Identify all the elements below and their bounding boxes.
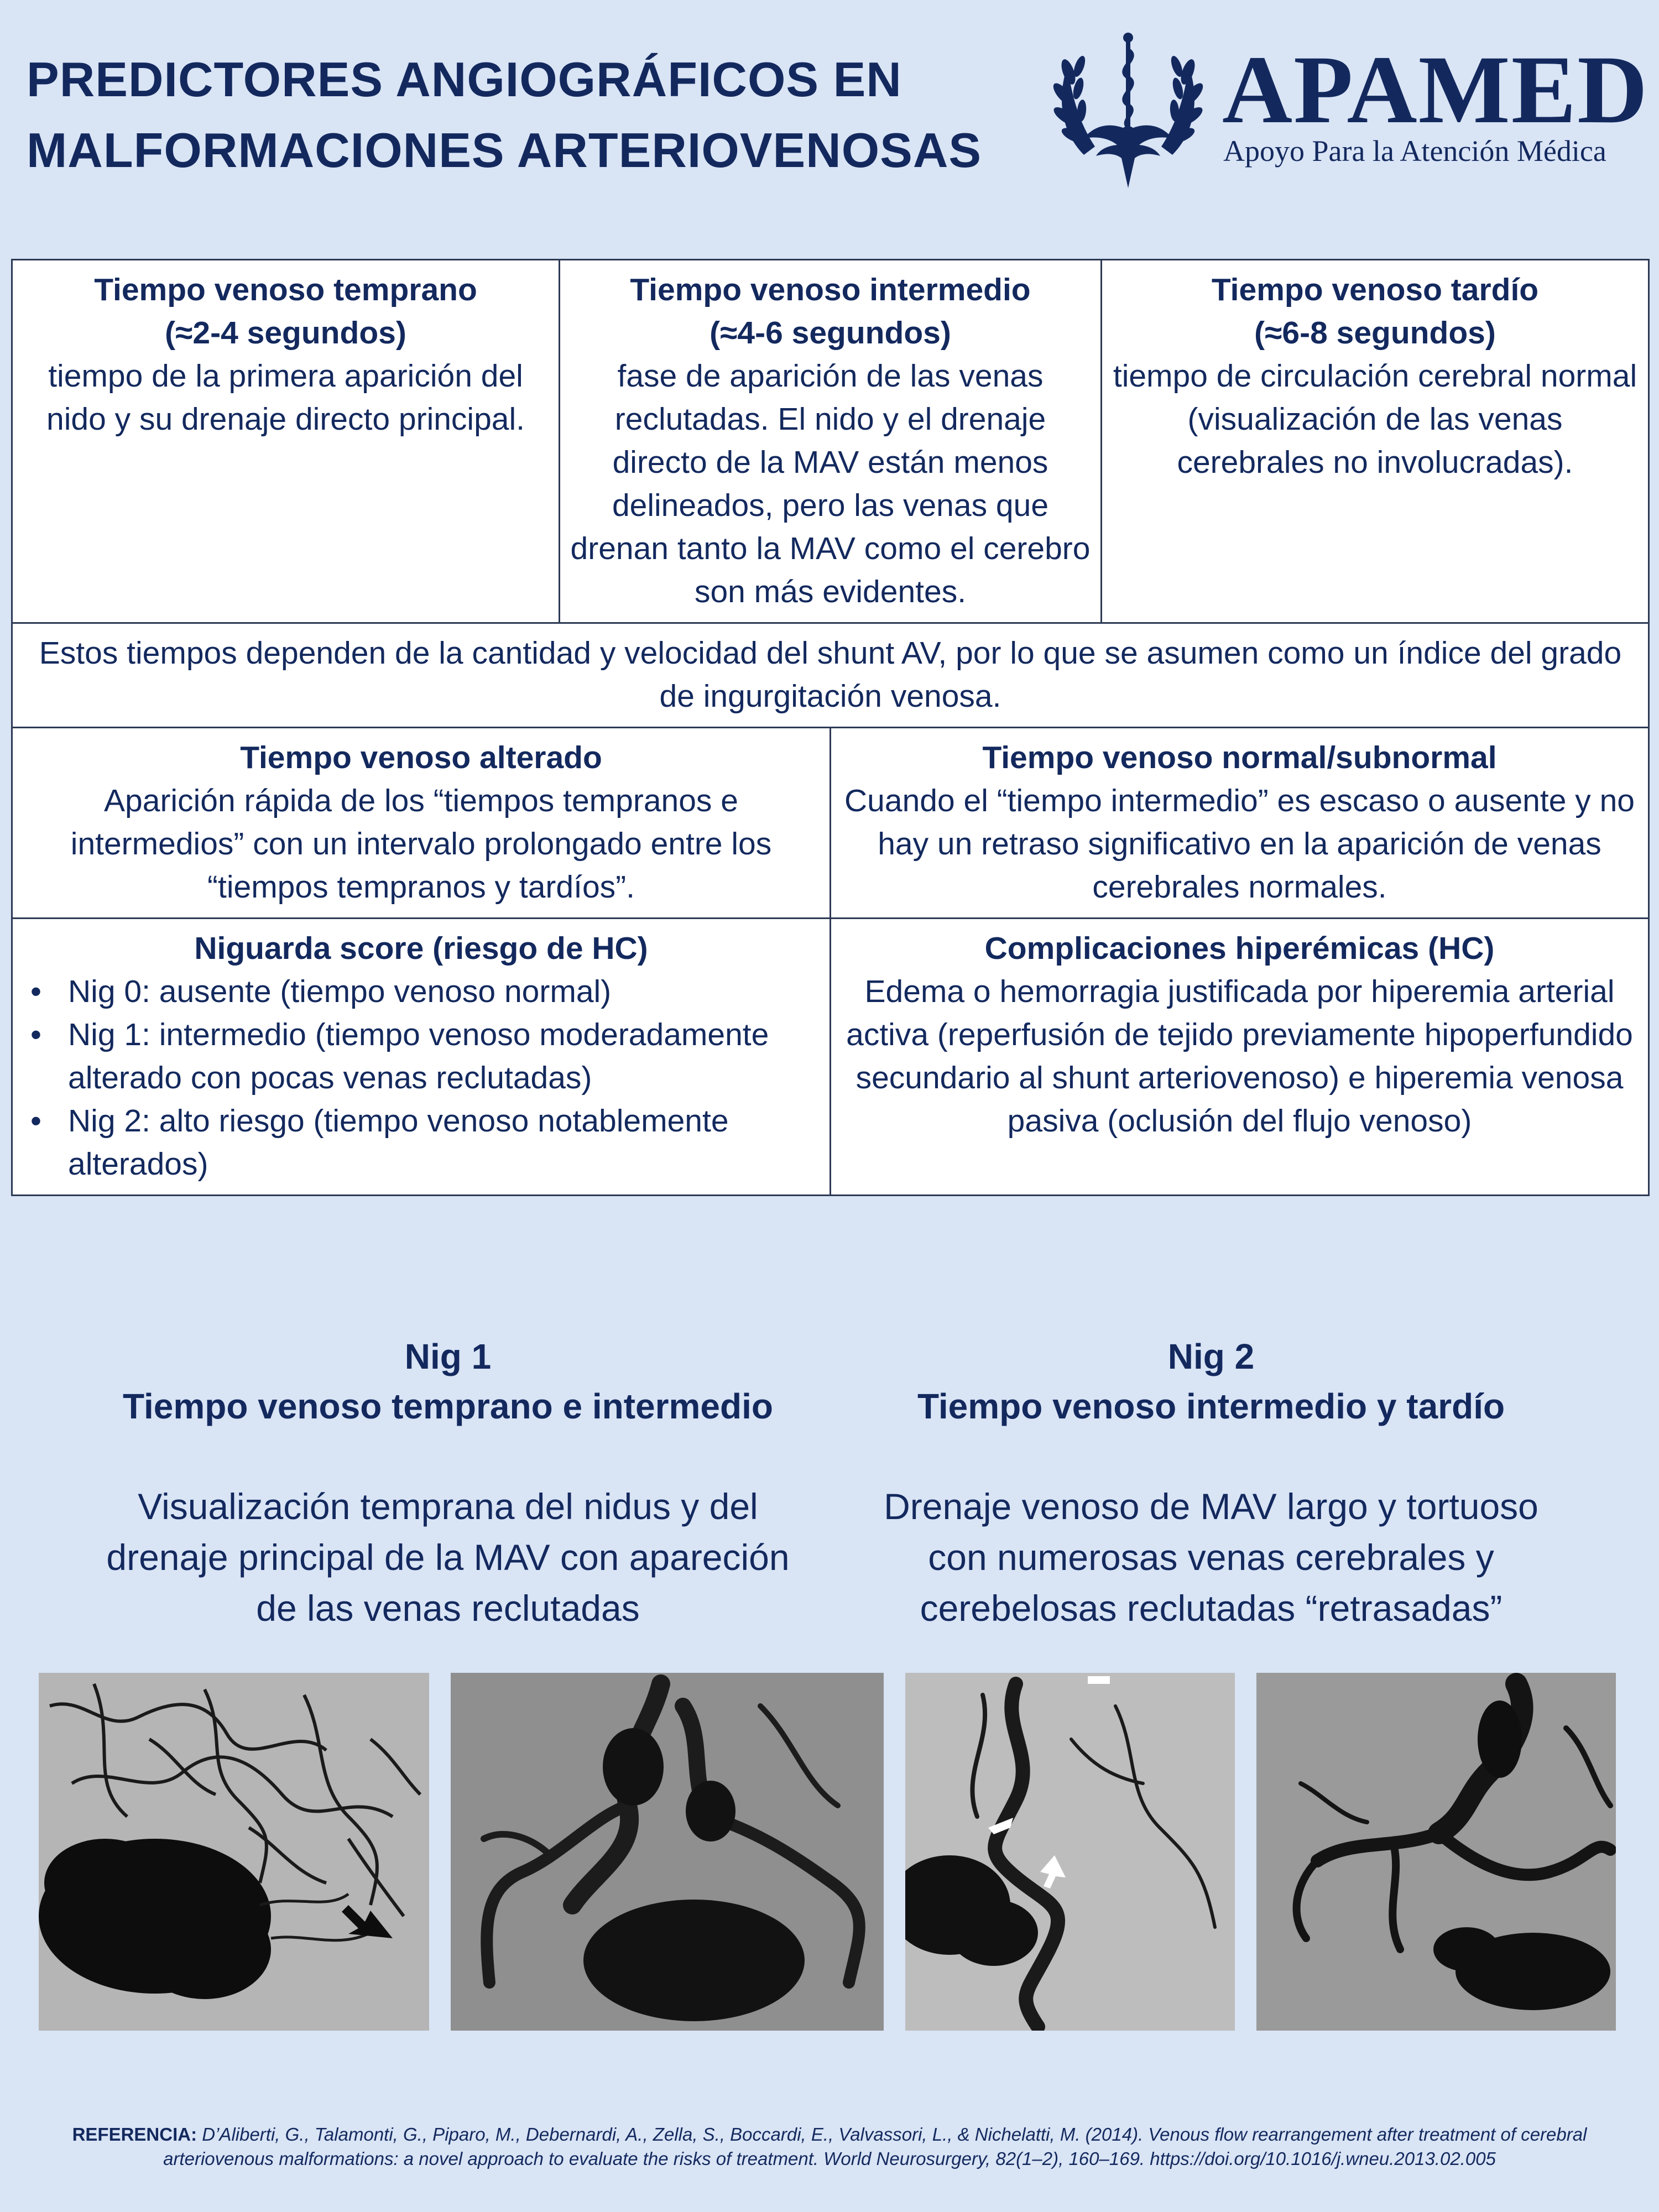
cell-niguarda-score [12,919,831,1196]
cell-text: Estos tiempos dependen de la cantidad y velocidad del shunt AV, por lo que se asumen como un índice del grado de ingurgitación venosa. [39,635,1622,714]
logo-tagline: Apoyo Para la Atención Médica [1223,134,1606,168]
table-row-score-complications [12,919,1649,1196]
cell-text: tiempo de circulación cerebral normal (visualización de las venas cerebrales no involucradas). [1113,358,1637,480]
cell-title: Tiempo venoso temprano [94,272,477,307]
cell-subtitle: (≈6-8 segundos) [1254,315,1496,351]
reference-text: D’Aliberti, G., Talamonti, G., Piparo, M., Debernardi, A., Zella, S., Boccardi, E., Valvassori, L., & Nichelatti, M. (2014). Venous flow rearrangement after treatment of cerebral arteriovenous malformations: a novel approach to evaluate the risks of treatment. World Neurosurgery, 82(1–2), 160–169. https://doi.org/10.1016/j.wneu.2013.02.005 [163,2124,1587,2169]
list-item: • Nig 0: ausente (tiempo venoso normal) [23,970,820,1013]
list-item: • Nig 2: alto riesgo (tiempo venoso notablemente alterados) [23,1099,820,1186]
cell-text: Aparición rápida de los “tiempos tempranos e intermedios” con un intervalo prolongado entre los “tiempos tempranos y tardíos”. [70,783,772,905]
reference-label: REFERENCIA: [72,2124,197,2145]
table-row-phases [12,260,1649,623]
angiogram-image-nig2-a [905,1673,1235,2031]
table-row-altered-normal [12,728,1649,919]
cell-text: Cuando el “tiempo intermedio” es escaso o ausente y no hay un retraso significativo en la aparición de venas cerebrales normales. [844,783,1635,905]
angiogram-image-nig2-b [1256,1673,1616,2031]
cell-text: Edema o hemorragia justificada por hiperemia arterial activa (reperfusión de tejido previamente hipoperfundido secundario al shunt arteriovenoso) e hiperemia venosa pasiva (oclusión del flujo venoso) [846,974,1633,1139]
niguarda-list [23,970,820,1186]
cell-title: Tiempo venoso alterado [240,740,602,775]
info-table [11,259,1650,1196]
page-title-line2: MALFORMACIONES ARTERIOVENOSAS [27,123,982,178]
cell-title: Niguarda score (riesgo de HC) [194,931,648,966]
list-item: • Nig 1: intermedio (tiempo venoso moderadamente alterado con pocas venas reclutadas) [23,1013,820,1099]
cell-title: Tiempo venoso normal/subnormal [982,740,1497,775]
panel-subtitle: Tiempo venoso temprano e intermedio [123,1386,773,1426]
cell-late-venous-time [1102,260,1649,623]
cell-text: tiempo de la primera aparición del nido y su drenaje directo principal. [46,358,525,437]
cell-early-venous-time [12,260,560,623]
cell-title: Complicaciones hiperémicas (HC) [984,931,1495,966]
apamed-logo [1045,28,1649,194]
reference-citation [33,2122,1626,2171]
cell-subtitle: (≈4-6 segundos) [709,315,951,351]
cell-dependency-note [12,623,1649,728]
angiogram-image-nig1-b [451,1673,884,2031]
cell-title: Tiempo venoso intermedio [630,272,1031,307]
panel-description: Visualización temprana del nidus y del drenaje principal de la MAV con apareción de las venas reclutadas [106,1486,790,1629]
cell-subtitle: (≈2-4 segundos) [165,315,406,351]
cell-altered-venous-time [12,728,831,919]
panel-nig1 [50,1332,846,1634]
cell-normal-venous-time [831,728,1649,919]
table-row-dependency [12,623,1649,728]
cell-intermediate-venous-time [560,260,1102,623]
cell-hyperemic-complications [831,919,1649,1196]
logo-wordmark: APAMED [1222,36,1649,144]
panel-label: Nig 2 [1167,1337,1255,1376]
cell-title: Tiempo venoso tardío [1211,272,1539,307]
panel-subtitle: Tiempo venoso intermedio y tardío [917,1386,1505,1426]
page-title-line1: PREDICTORES ANGIOGRÁFICOS EN [27,52,902,107]
panel-description: Drenaje venoso de MAV largo y tortuoso con numerosas venas cerebrales y cerebelosas reclutadas “retrasadas” [884,1486,1538,1629]
cell-text: fase de aparición de las venas reclutadas. El nido y el drenaje directo de la MAV están menos delineados, pero las venas que drenan tanto la MAV como el cerebro son más evidentes. [570,358,1091,609]
panel-nig2 [841,1332,1582,1634]
panel-label: Nig 1 [404,1337,492,1376]
page-title [27,44,1055,186]
angiogram-image-nig1-a [39,1673,429,2031]
caduceus-eagle-emblem-icon [1045,28,1211,194]
